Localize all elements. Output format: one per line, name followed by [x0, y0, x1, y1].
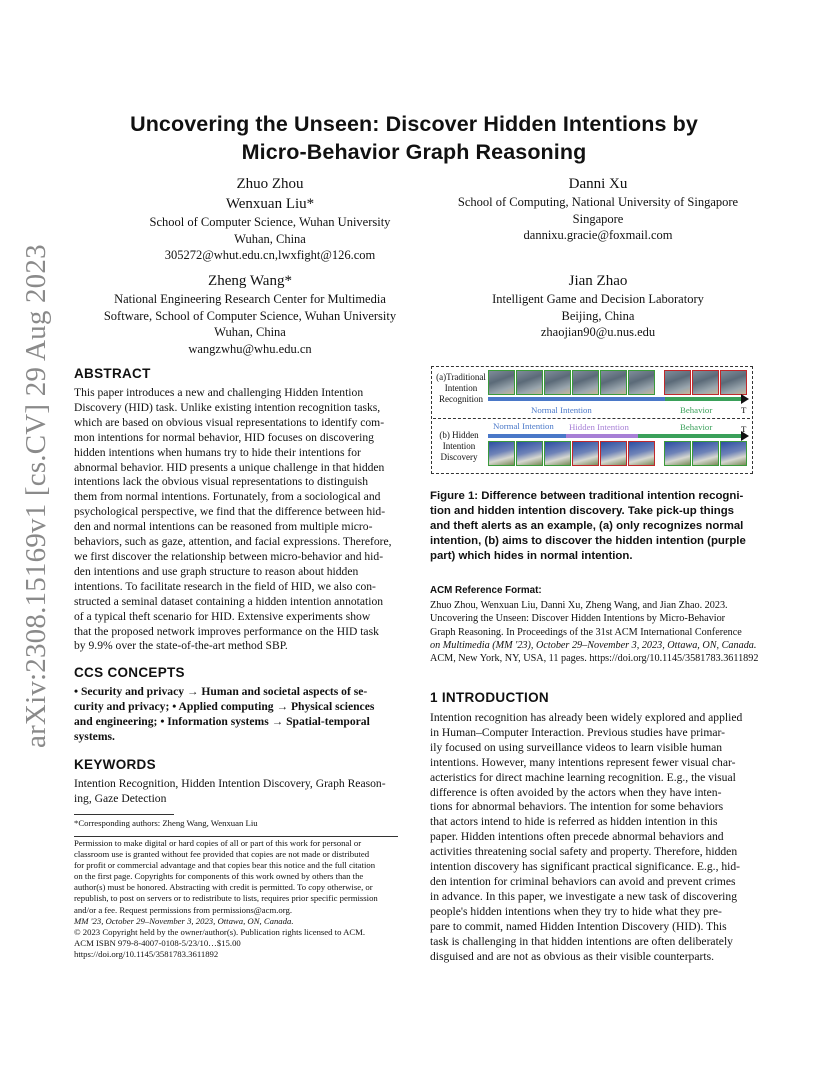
label-time-a: T: [741, 405, 747, 415]
timeline-bar-normal-b: [488, 434, 566, 438]
author-block-zhou-liu: [96, 174, 444, 264]
video-frame-behavior: [720, 370, 747, 395]
timeline-bar-behavior-b: [638, 434, 741, 438]
permission-rule: [74, 836, 398, 837]
video-frame: [572, 370, 599, 395]
video-frame-behavior: [692, 370, 719, 395]
ccs-line: • Security and privacy → Human and societal aspects of se-: [74, 685, 368, 698]
timeline-arrow-a: [741, 394, 749, 404]
figure-label-line: Discovery: [440, 452, 478, 462]
intro-line: intention discovery has significant practical significance. E.g., hid-: [430, 860, 741, 874]
author-email: 305272@whut.edu.cn,lwxfight@126.com: [164, 248, 376, 262]
timeline-bar-hidden: [566, 434, 638, 438]
caption-line: Figure 1: Difference between traditional intention recogni-: [430, 490, 744, 502]
video-frame: [628, 370, 655, 395]
label-hidden-intention: Hidden Intention: [569, 422, 629, 432]
video-frame: [488, 370, 515, 395]
author-affiliation: School of Computer Science, Wuhan University: [149, 215, 391, 229]
abstract-heading: ABSTRACT: [74, 366, 151, 381]
video-frame-behavior: [664, 441, 691, 466]
ccs-heading: CCS CONCEPTS: [74, 665, 185, 680]
title-line-2: Micro-Behavior Graph Reasoning: [241, 140, 587, 164]
keywords-heading: KEYWORDS: [74, 757, 156, 772]
author-name-liu: Wenxuan Liu*: [225, 196, 315, 212]
video-frame-behavior: [720, 441, 747, 466]
abstract-line: Discovery (HID) task. Unlike existing intention recognition tasks,: [74, 400, 381, 414]
intro-line: den intention for criminal behaviors can avoid and prevent crimes: [430, 874, 736, 888]
figure-divider: [433, 418, 750, 419]
author-name-zhao: Jian Zhao: [568, 273, 628, 289]
abstract-body: [74, 386, 398, 654]
intro-line: ily focused on using surveillance videos to learn visible human: [430, 740, 723, 754]
permission-block: [74, 838, 398, 960]
video-frame: [544, 370, 571, 395]
intro-line: pare to commit, named Hidden Intention Discovery (HID). This: [430, 919, 727, 933]
intro-line: Intention recognition has already been widely explored and applied: [430, 711, 743, 724]
label-normal-intention-a: Normal Intention: [531, 405, 592, 415]
permission-line: classroom use is granted without fee provided that copies are not made or distributed: [74, 849, 370, 860]
abstract-line: abnormal behavior. HID presents a unique challenge in that hidden: [74, 460, 385, 474]
author-affiliation-line-2: Software, School of Computer Science, Wuhan University: [103, 308, 397, 323]
acm-ref-line: ACM, New York, NY, USA, 11 pages. https://doi.org/10.1145/3581783.3611892: [430, 653, 759, 665]
intro-line: disguised and are not as obvious as their visible counterparts.: [430, 949, 714, 963]
caption-line: part) which hides in normal intention.: [430, 550, 633, 562]
label-behavior-a: Behavior: [680, 405, 713, 415]
abstract-line: by 9.9% over the state-of-the-art method SBP.: [74, 639, 288, 653]
abstract-line: which are based on obvious visual representations to identify com-: [74, 415, 385, 429]
ccs-line: systems.: [74, 729, 115, 743]
permission-line: for profit or commercial advantage and that copies bear this notice and the full citation: [74, 860, 376, 871]
author-email: zhaojian90@u.nus.edu: [540, 325, 656, 339]
abstract-line: we first discover the relationship between micro-behavior and hid-: [74, 549, 384, 563]
acm-ref-line: Graph Reasoning. In Proceedings of the 31st ACM International Conference: [430, 626, 742, 638]
intro-line: in Human–Computer Interaction. Previous studies have primar-: [430, 725, 726, 739]
figure-label-line: Recognition: [439, 394, 483, 404]
abstract-line: that the proposed network improves performance on the HID task: [74, 624, 379, 638]
author-email: dannixu.gracie@foxmail.com: [523, 228, 673, 242]
abstract-line: den intentions and use graph structure to reason about hidden: [74, 564, 359, 578]
arxiv-stamp: arXiv:2308.15169v1 [cs.CV] 29 Aug 2023: [20, 244, 52, 748]
figure-1: [431, 366, 753, 474]
ccs-line: and engineering; • Information systems → Spatial-temporal: [74, 714, 370, 728]
abstract-line: hidden intentions when humans try to hide their intentions for: [74, 445, 361, 459]
intro-heading: 1 INTRODUCTION: [430, 690, 549, 705]
label-time-b: T: [741, 424, 747, 434]
title-line-1: Uncovering the Unseen: Discover Hidden Intentions by: [130, 112, 698, 136]
label-behavior-b: Behavior: [680, 422, 713, 432]
author-name-xu: Danni Xu: [568, 176, 628, 192]
figure-label-a: [433, 372, 489, 405]
ccs-body: [74, 685, 398, 745]
abstract-line: This paper introduces a new and challenging Hidden Intention: [74, 386, 364, 399]
figure-label-line: (b) Hidden: [439, 430, 479, 440]
video-frame: [600, 370, 627, 395]
intro-line: difference is often avoided by the actors when they have inten-: [430, 785, 722, 799]
intro-line: task is challenging in that hidden intentions are often deliberately: [430, 934, 733, 948]
timeline-bar-behavior-a: [665, 397, 741, 401]
intro-line: paper. Hidden intentions often precede abnormal behaviors and: [430, 830, 724, 844]
intro-line: activities threatening social safety and property. Therefore, hidden: [430, 845, 738, 859]
abstract-line: of a typical theft scenario for HID. Extensive experiments show: [74, 609, 371, 623]
abstract-line: behaviors, such as gaze, attention, and facial expressions. Therefore,: [74, 535, 392, 549]
abstract-line: den and normal intentions can be reasoned from multiple micro-: [74, 520, 373, 534]
intro-line: that actors intend to hide is referred as hidden intention in this: [430, 815, 718, 829]
paper-title: [60, 110, 768, 166]
abstract-line: intentions. To facilitate research in the field of HID, we also con-: [74, 579, 376, 593]
caption-line: intention, (b) aims to discover the hidden intention (purple: [430, 535, 746, 547]
video-frame: [516, 441, 543, 466]
permission-line: Permission to make digital or hard copies of all or part of this work for personal or: [74, 838, 362, 848]
label-normal-intention-b: Normal Intention: [493, 421, 554, 431]
author-block-wang: [76, 271, 424, 357]
intro-line: acteristics for direct machine learning recognition. E.g., the visual: [430, 770, 736, 784]
acm-ref-line: Uncovering the Unseen: Discover Hidden Intentions by Micro-Behavior: [430, 613, 726, 625]
acm-ref-heading: ACM Reference Format:: [430, 585, 542, 596]
author-affiliation-line-1: National Engineering Research Center for Multimedia: [114, 292, 386, 306]
intro-line: intentions. However, many intentions represent fewer visual char-: [430, 755, 736, 769]
permission-line: republish, to post on servers or to redistribute to lists, requires prior specific permission: [74, 893, 378, 904]
video-frame: [488, 441, 515, 466]
video-frame-hidden: [572, 441, 599, 466]
footnote-rule: [74, 814, 174, 815]
abstract-line: psychological perspective, we find that the difference between hid-: [74, 505, 386, 519]
permission-line: MM '23, October 29–November 3, 2023, Ottawa, ON, Canada.: [74, 915, 294, 926]
author-location: Wuhan, China: [234, 231, 306, 246]
permission-line: and/or a fee. Request permissions from permissions@acm.org.: [74, 904, 292, 915]
author-block-zhao: [408, 271, 788, 341]
video-frame-hidden: [600, 441, 627, 466]
author-affiliation: Intelligent Game and Decision Laboratory: [492, 292, 704, 306]
permission-line: https://doi.org/10.1145/3581783.3611892: [74, 948, 219, 959]
keywords-line: Intention Recognition, Hidden Intention Discovery, Graph Reason-: [74, 777, 386, 790]
video-frame-behavior: [664, 370, 691, 395]
footnote: *Corresponding authors: Zheng Wang, Wenxuan Liu: [74, 818, 258, 828]
intro-line: people's hidden intentions when they try to hide what they pre-: [430, 904, 722, 918]
ccs-line: curity and privacy; • Applied computing → Physical sciences: [74, 699, 375, 713]
timeline-arrow-b: [741, 431, 749, 441]
permission-line: on the first page. Copyrights for components of this work owned by others than the: [74, 871, 364, 882]
author-block-xu: [408, 174, 788, 244]
abstract-line: mon intentions for normal behavior, HID focuses on discovering: [74, 430, 374, 444]
author-name-wang: Zheng Wang*: [208, 273, 292, 289]
author-email: wangzwhu@whu.edu.cn: [188, 341, 312, 356]
figure-label-line: Intention: [444, 383, 478, 393]
acm-ref-body: [430, 599, 760, 665]
keywords-line: ing, Gaze Detection: [74, 791, 167, 805]
intro-line: tions for abnormal behaviors. The intention for some behaviors: [430, 800, 724, 814]
author-affiliation: School of Computing, National University of Singapore: [457, 195, 739, 209]
figure-label-line: (a)Traditional: [436, 372, 486, 382]
abstract-line: them from normal intentions. Fortunately, from a sociological and: [74, 490, 381, 504]
intro-body: [430, 711, 756, 964]
video-frame: [516, 370, 543, 395]
permission-line: © 2023 Copyright held by the owner/author(s). Publication rights licensed to ACM.: [74, 926, 366, 937]
figure-label-b: [433, 430, 485, 463]
timeline-bar-normal-a: [488, 397, 665, 401]
permission-line: ACM ISBN 979-8-4007-0108-5/23/10…$15.00: [74, 937, 241, 948]
video-frame-hidden: [628, 441, 655, 466]
figure-caption: [430, 489, 756, 564]
author-location: Beijing, China: [561, 308, 635, 323]
caption-line: and theft alerts as an example, (a) only recognizes normal: [430, 520, 744, 532]
author-location: Singapore: [572, 211, 624, 226]
acm-ref-line: on Multimedia (MM '23), October 29–November 3, 2023, Ottawa, ON, Canada.: [430, 639, 757, 651]
intro-line: in advance. In this paper, we investigate a new task of discovering: [430, 889, 737, 903]
acm-ref-line: Zhuo Zhou, Wenxuan Liu, Danni Xu, Zheng Wang, and Jian Zhao. 2023.: [430, 600, 728, 611]
video-frame: [544, 441, 571, 466]
author-location: Wuhan, China: [214, 325, 286, 339]
figure-label-line: Intention: [442, 441, 476, 451]
video-frame-behavior: [692, 441, 719, 466]
abstract-line: intentions lack the obvious visual representations to distinguish: [74, 475, 368, 489]
abstract-line: structed a seminal dataset containing a hidden intention annotation: [74, 594, 384, 608]
keywords-body: [74, 777, 398, 807]
caption-line: tion and hidden intention discovery. Take pick-up things: [430, 505, 734, 517]
permission-line: author(s) must be honored. Abstracting with credit is permitted. To copy otherwise, or: [74, 882, 373, 893]
author-name-zhou: Zhuo Zhou: [236, 176, 304, 192]
